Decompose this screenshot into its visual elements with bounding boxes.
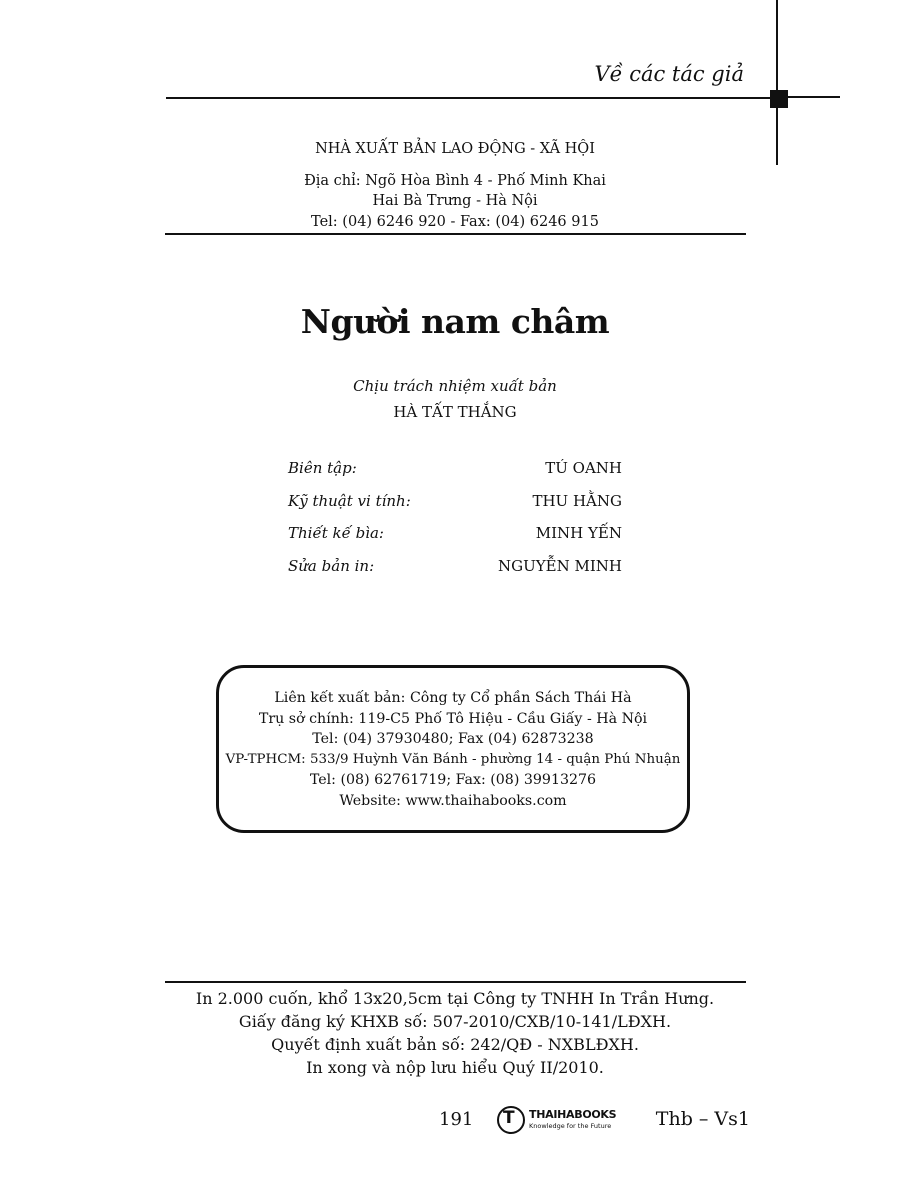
responsible-label: Chịu trách nhiệm xuất bản [353,377,557,395]
partner-info-box [216,665,690,833]
credit-role: Biên tập: [288,459,357,477]
printing-rule [165,981,746,983]
publisher-address-1: Địa chỉ: Ngõ Hòa Bình 4 - Phố Minh Khai [304,173,606,189]
publisher-rule [165,233,746,235]
partner-website: Website: www.thaihabooks.com [339,792,567,809]
header-rule [166,97,778,99]
crop-mark-vertical [776,0,778,165]
credit-row [288,557,622,575]
publisher-name: NHÀ XUẤT BẢN LAO ĐỘNG - XÃ HỘI [315,141,595,157]
partner-line: Trụ sở chính: 119-C5 Phố Tô Hiệu - Cầu Giấy - Hà Nội [258,710,648,727]
running-head: Về các tác giả [594,62,744,86]
credit-name: MINH YẾN [535,524,622,542]
credit-row [288,524,622,542]
logo-name: THAIHABOOKS [529,1108,617,1121]
partner-line: Tel: (04) 37930480; Fax (04) 62873238 [312,731,594,748]
thaihabooks-logo [497,1106,617,1136]
publisher-contact: Tel: (04) 6246 920 - Fax: (04) 6246 915 [311,214,599,230]
credit-name: TÚ OANH [545,459,622,477]
credit-row [288,459,622,477]
logo-mark: T [503,1108,515,1128]
credit-role: Kỹ thuật vi tính: [288,492,411,510]
credit-name: NGUYỄN MINH [498,557,622,575]
responsible-name: HÀ TẤT THẮNG [393,403,517,421]
printing-info [165,987,745,1079]
credit-role: Thiết kế bìa: [288,524,384,542]
partner-line: Tel: (08) 62761719; Fax: (08) 39913276 [309,772,597,789]
credit-role: Sửa bản in: [288,557,375,575]
partner-line: Liên kết xuất bản: Công ty Cổ phần Sách Thái Hà [274,690,632,706]
book-title: Người nam châm [300,302,610,341]
publisher-address-2: Hai Bà Trưng - Hà Nội [372,193,538,209]
crop-mark-square [770,90,788,108]
printing-line: In xong và nộp lưu hiểu Quý II/2010. [306,1058,604,1077]
book-code: Thb – Vs1 [655,1108,750,1130]
page-number: 191 [439,1109,474,1130]
credit-name: THU HẰNG [532,492,622,510]
credit-row [288,492,622,510]
partner-line: VP-TPHCM: 533/9 Huỳnh Văn Bánh - phường 14 - quận Phú Nhuận [225,751,681,767]
printing-line: Quyết định xuất bản số: 242/QĐ - NXBLĐXH. [271,1035,639,1054]
printing-line: In 2.000 cuốn, khổ 13x20,5cm tại Công ty TNHH In Trần Hưng. [195,989,715,1008]
printing-line: Giấy đăng ký KHXB số: 507-2010/CXB/10-141/LĐXH. [238,1012,672,1031]
logo-tagline: Knowledge for the Future [529,1122,612,1130]
